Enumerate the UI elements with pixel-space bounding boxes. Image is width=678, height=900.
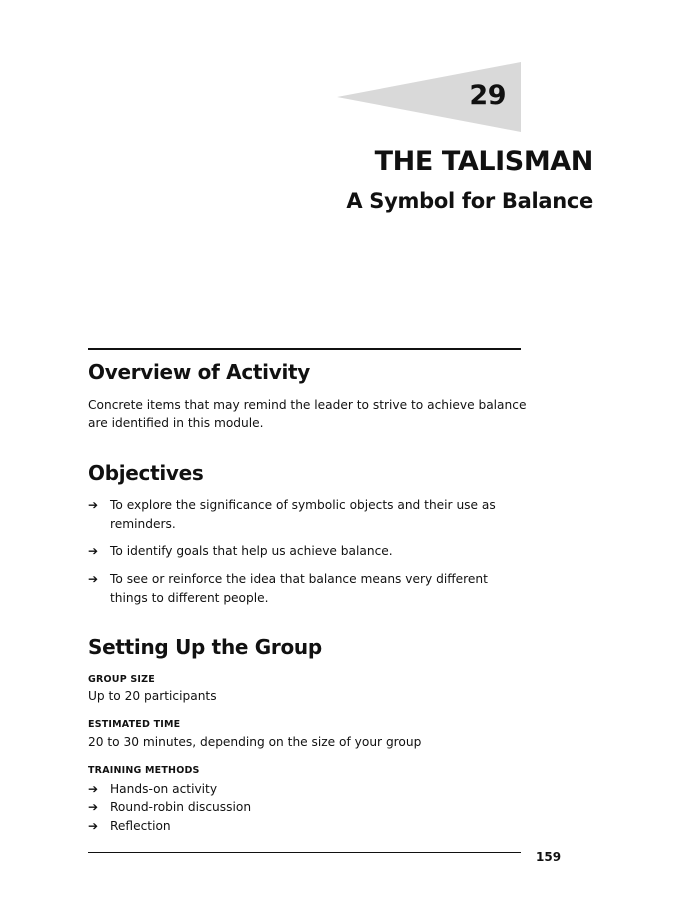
method-text: Hands-on activity [110,782,218,796]
setup-heading: Setting Up the Group [88,635,322,659]
chapter-subtitle: A Symbol for Balance [346,189,593,213]
chapter-title: THE TALISMAN [374,146,593,177]
method-text: Round-robin discussion [110,800,252,814]
arrow-icon: ➔ [88,800,99,814]
arrow-icon: ➔ [88,572,99,586]
bottom-divider [88,852,521,853]
objective-text: To explore the significance of symbolic objects and their use as reminders. [110,498,496,531]
overview-heading: Overview of Activity [88,360,311,384]
arrow-icon: ➔ [88,498,99,512]
estimated-time-label: ESTIMATED TIME [88,719,181,730]
method-item [88,780,528,799]
training-methods-label: TRAINING METHODS [88,765,200,776]
arrow-icon: ➔ [88,782,99,796]
objective-item [88,496,528,533]
objective-text: To identify goals that help us achieve balance. [110,544,393,558]
top-divider [88,348,521,350]
method-item [88,817,528,836]
objective-item [88,542,528,561]
arrow-icon: ➔ [88,544,99,558]
estimated-time-value: 20 to 30 minutes, depending on the size of your group [88,735,422,749]
objectives-heading: Objectives [88,461,204,485]
objective-item [88,570,528,607]
method-item [88,798,528,817]
overview-text: Concrete items that may remind the leader to strive to achieve balance are identified in this module. [88,398,527,430]
group-size-value: Up to 20 participants [88,689,217,703]
arrow-icon: ➔ [88,819,99,833]
group-size-label: GROUP SIZE [88,674,155,685]
chapter-number: 29 [469,80,506,111]
objective-text: To see or reinforce the idea that balance means very different things to different people. [110,572,488,605]
method-text: Reflection [110,819,171,833]
page-number: 159 [536,850,562,864]
